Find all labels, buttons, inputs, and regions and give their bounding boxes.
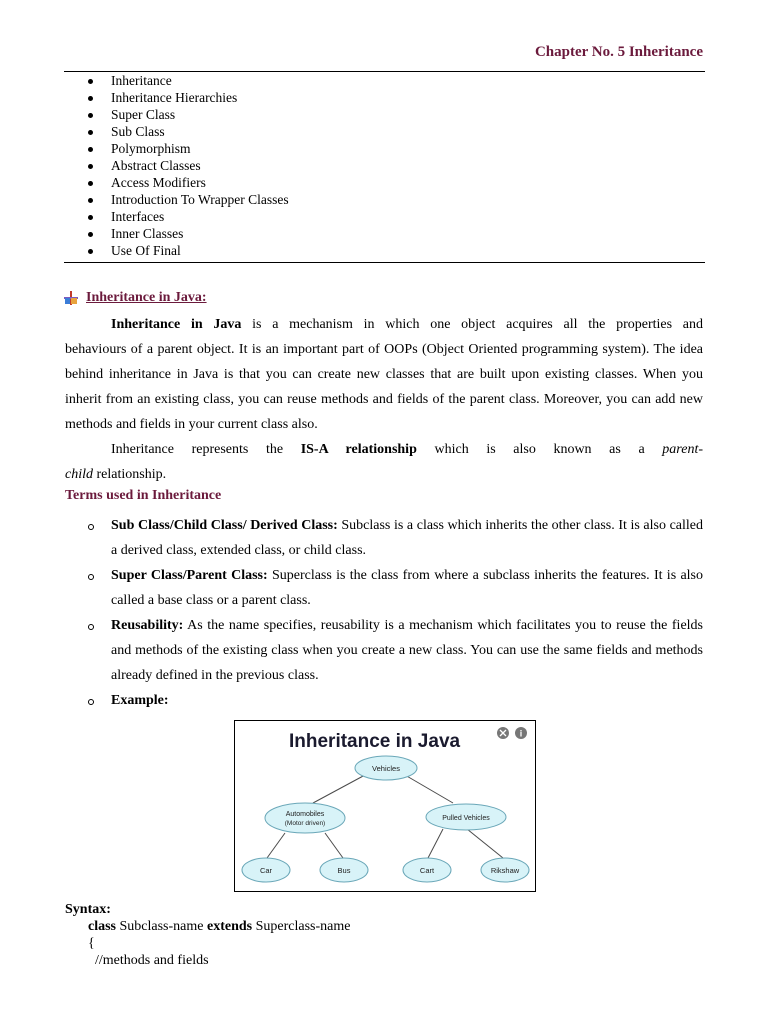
topic-item: Introduction To Wrapper Classes (86, 191, 289, 208)
node-cart (403, 858, 451, 882)
topic-item: Use Of Final (86, 242, 289, 259)
bullet-icon (88, 147, 93, 152)
info-icon[interactable] (515, 727, 527, 739)
syntax-comment: //methods and fields (95, 953, 209, 968)
topic-item: Sub Class (86, 123, 289, 140)
section-title: Inheritance in Java: (86, 290, 207, 305)
topic-item: Polymorphism (86, 140, 289, 157)
topic-item: Access Modifiers (86, 174, 289, 191)
diagram-title: Inheritance in Java (289, 731, 461, 752)
svg-text:(Motor driven): (Motor driven) (284, 820, 326, 827)
node-car (242, 858, 290, 882)
node-vehicles (355, 756, 417, 780)
topic-item: Super Class (86, 106, 289, 123)
term-item: Super Class/Parent Class: Superclass is the class from where a subclass inherits the features. It is also called a base class or a parent class. (86, 563, 703, 613)
topic-item: Inheritance (86, 72, 289, 89)
svg-text:Rikshaw: Rikshaw (490, 866, 520, 875)
bullet-icon (88, 181, 93, 186)
bullet-icon (88, 215, 93, 220)
syntax-brace: { (88, 936, 95, 951)
node-rikshaw (481, 858, 529, 882)
plus-bullet-icon (64, 291, 78, 305)
intro-paragraph: Inheritance in Java is a mechanism in which one object acquires all the properties and behaviours of a parent object. It is an important part of OOPs (Object Oriented programming system). The idea behind inheritance in Java is that you can create new classes that are built upon existing classes. When you inherit from an existing class, you can reuse methods and fields of the parent class. Moreover, you can add new methods and fields in your current class also. (65, 317, 703, 432)
node-pulled-vehicles (426, 804, 506, 830)
circle-bullet-icon (88, 524, 94, 530)
terms-heading: Terms used in Inheritance (65, 488, 222, 503)
bullet-icon (88, 164, 93, 169)
bullet-icon (88, 96, 93, 101)
chapter-header: Chapter No. 5 Inheritance (534, 44, 703, 60)
syntax-label: Syntax: (65, 902, 111, 917)
topic-item: Abstract Classes (86, 157, 289, 174)
bullet-icon (88, 249, 93, 254)
svg-text:Bus: Bus (337, 866, 351, 875)
terms-list (86, 513, 703, 713)
topic-item: Inner Classes (86, 225, 289, 242)
bullet-icon (88, 232, 93, 237)
syntax-declaration: class Subclass-name extends Superclass-name (88, 919, 351, 934)
term-item: Example: (86, 688, 703, 713)
section-heading (64, 290, 207, 306)
relationship-paragraph: Inheritance represents the IS-A relationship which is also known as a parent- child relationship. (65, 442, 703, 482)
circle-bullet-icon (88, 624, 94, 630)
topic-item: Interfaces (86, 208, 289, 225)
svg-text:Car: Car (259, 866, 273, 875)
syntax-block (65, 901, 350, 969)
term-item: Reusability: As the name specifies, reusability is a mechanism which facilitates you to reuse the fields and methods of the existing class when you create a new class. You can use the same fields and methods already defined in the previous class. (86, 613, 703, 688)
circle-bullet-icon (88, 699, 94, 705)
topics-list (86, 72, 289, 259)
svg-text:Cart: Cart (419, 866, 435, 875)
svg-text:Automobiles: Automobiles (285, 811, 325, 818)
topic-item: Inheritance Hierarchies (86, 89, 289, 106)
node-automobiles (265, 803, 345, 833)
diagram-svg (235, 721, 535, 891)
bullet-icon (88, 79, 93, 84)
term-item: Sub Class/Child Class/ Derived Class: Subclass is a class which inherits the other class. It is also called a derived class, extended class, or child class. (86, 513, 703, 563)
bottom-rule (64, 262, 705, 263)
close-icon[interactable] (497, 727, 509, 739)
svg-text:Pulled Vehicles: Pulled Vehicles (442, 815, 490, 822)
bullet-icon (88, 113, 93, 118)
bullet-icon (88, 198, 93, 203)
inheritance-diagram (234, 720, 536, 892)
bullet-icon (88, 130, 93, 135)
node-bus (320, 858, 368, 882)
svg-text:i: i (519, 728, 523, 739)
svg-text:Vehicles: Vehicles (372, 764, 400, 773)
circle-bullet-icon (88, 574, 94, 580)
